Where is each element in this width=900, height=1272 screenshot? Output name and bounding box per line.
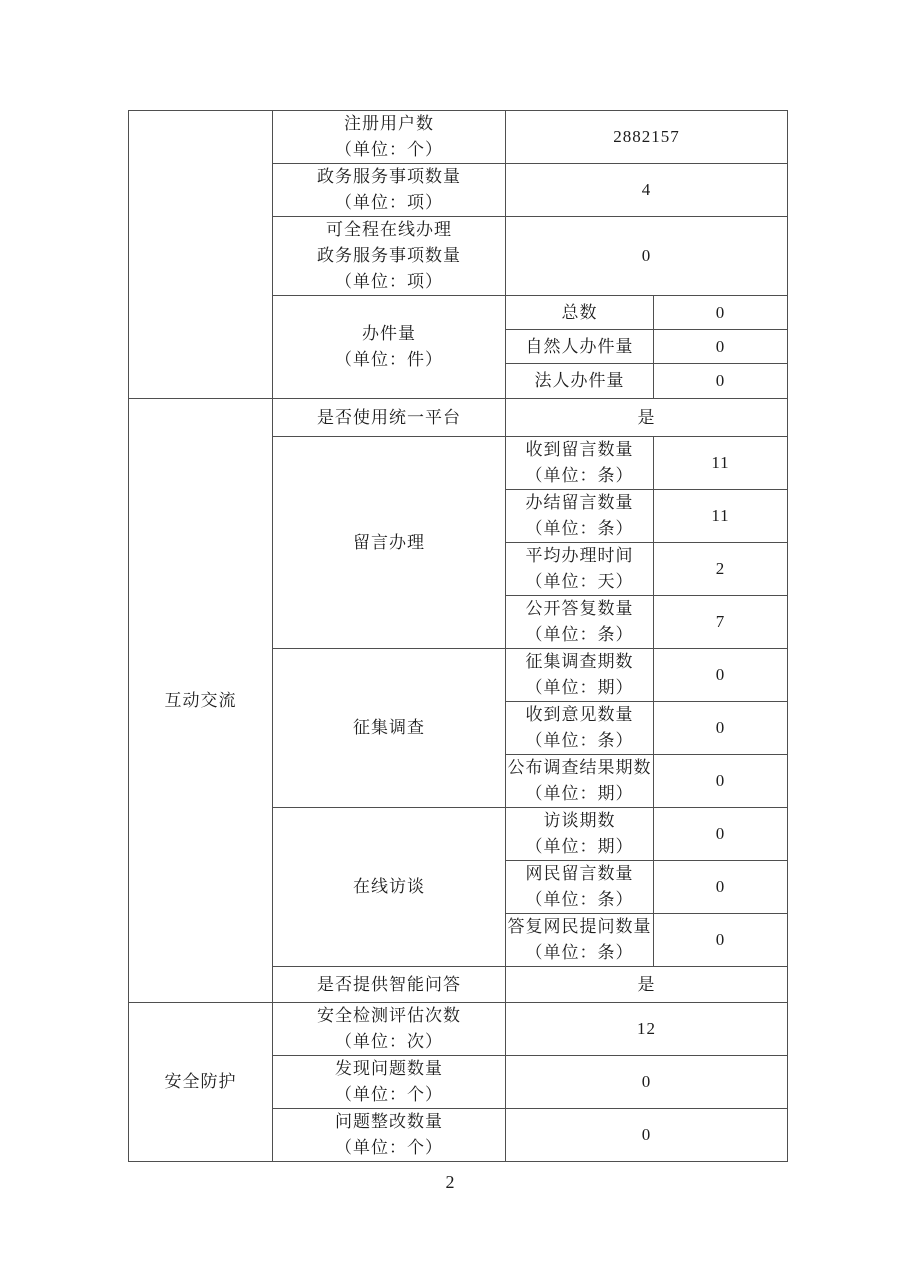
category-cell-s1	[129, 111, 273, 399]
subitem-cell	[506, 914, 654, 967]
item-cell-online-items	[273, 217, 506, 296]
subitem-name: 收到意见数量	[525, 705, 634, 724]
subitem-cell: 法人办件量	[506, 364, 654, 399]
value-cell: 0	[654, 364, 788, 399]
item-name: 安全检测评估次数	[317, 1006, 461, 1025]
value-cell: 11	[654, 490, 788, 543]
item-name: 政务服务事项数量	[317, 246, 461, 265]
subitem-unit: （单位：条）	[525, 731, 634, 750]
category-cell-security: 安全防护	[129, 1003, 273, 1162]
subitem-unit: （单位：期）	[525, 678, 634, 697]
item-name: 办件量	[362, 324, 416, 343]
statistics-table	[128, 110, 788, 1162]
subitem-cell	[506, 596, 654, 649]
subitem-cell	[506, 702, 654, 755]
value-cell: 12	[506, 1003, 788, 1056]
value-cell: 0	[654, 808, 788, 861]
value-cell-registered-users: 2882157	[506, 111, 788, 164]
subitem-unit: （单位：期）	[525, 784, 634, 803]
subitem-unit: （单位：条）	[525, 943, 634, 962]
item-cell-surveys: 征集调查	[273, 649, 506, 808]
item-unit: （单位：项）	[335, 272, 443, 291]
item-cell-interviews: 在线访谈	[273, 808, 506, 967]
value-cell: 0	[654, 296, 788, 330]
value-cell: 0	[654, 702, 788, 755]
subitem-cell	[506, 861, 654, 914]
item-cell-security-checks	[273, 1003, 506, 1056]
item-cell-smart-qa: 是否提供智能问答	[273, 967, 506, 1003]
item-name: 问题整改数量	[335, 1112, 443, 1131]
value-cell: 0	[506, 1109, 788, 1162]
subitem-name: 访谈期数	[543, 811, 616, 830]
item-cell-problems-fixed	[273, 1109, 506, 1162]
category-cell-interaction: 互动交流	[129, 399, 273, 1003]
subitem-cell	[506, 808, 654, 861]
value-cell: 0	[654, 649, 788, 702]
item-name: 发现问题数量	[335, 1059, 443, 1078]
item-cell-registered-users	[273, 111, 506, 164]
value-cell: 7	[654, 596, 788, 649]
value-cell-online-items: 0	[506, 217, 788, 296]
value-cell-service-items: 4	[506, 164, 788, 217]
item-cell-unified-platform: 是否使用统一平台	[273, 399, 506, 437]
subitem-cell	[506, 437, 654, 490]
subitem-unit: （单位：条）	[525, 519, 634, 538]
subitem-name: 收到留言数量	[525, 440, 634, 459]
value-cell: 11	[654, 437, 788, 490]
item-unit: （单位：个）	[335, 140, 443, 159]
value-cell: 2	[654, 543, 788, 596]
subitem-name: 平均办理时间	[525, 546, 634, 565]
value-cell: 0	[654, 330, 788, 364]
value-cell-unified-platform: 是	[506, 399, 788, 437]
subitem-cell: 自然人办件量	[506, 330, 654, 364]
item-cell-message-handling: 留言办理	[273, 437, 506, 649]
subitem-cell	[506, 490, 654, 543]
subitem-cell	[506, 649, 654, 702]
item-unit: （单位：个）	[335, 1138, 443, 1157]
subitem-name: 公开答复数量	[525, 599, 634, 618]
subitem-cell	[506, 755, 654, 808]
item-unit: （单位：项）	[335, 193, 443, 212]
subitem-cell: 总数	[506, 296, 654, 330]
subitem-name: 办结留言数量	[525, 493, 634, 512]
page-number: 2	[445, 1172, 455, 1192]
value-cell: 0	[654, 861, 788, 914]
subitem-name: 答复网民提问数量	[507, 917, 652, 936]
value-cell: 0	[654, 755, 788, 808]
subitem-unit: （单位：条）	[525, 466, 634, 485]
subitem-unit: （单位：期）	[525, 837, 634, 856]
item-cell-service-items	[273, 164, 506, 217]
item-cell-problems-found	[273, 1056, 506, 1109]
item-unit: （单位：件）	[335, 350, 443, 369]
item-unit: （单位：次）	[335, 1032, 443, 1051]
item-cell-cases	[273, 296, 506, 399]
item-name: 政务服务事项数量	[317, 167, 461, 186]
value-cell: 0	[654, 914, 788, 967]
item-name: 可全程在线办理	[326, 220, 452, 239]
subitem-unit: （单位：天）	[525, 572, 634, 591]
subitem-unit: （单位：条）	[525, 625, 634, 644]
subitem-unit: （单位：条）	[525, 890, 634, 909]
item-name: 注册用户数	[344, 114, 434, 133]
subitem-name: 征集调查期数	[525, 652, 634, 671]
item-unit: （单位：个）	[335, 1085, 443, 1104]
subitem-name: 网民留言数量	[525, 864, 634, 883]
subitem-cell	[506, 543, 654, 596]
value-cell: 0	[506, 1056, 788, 1109]
value-cell-smart-qa: 是	[506, 967, 788, 1003]
subitem-name: 公布调查结果期数	[507, 758, 652, 777]
